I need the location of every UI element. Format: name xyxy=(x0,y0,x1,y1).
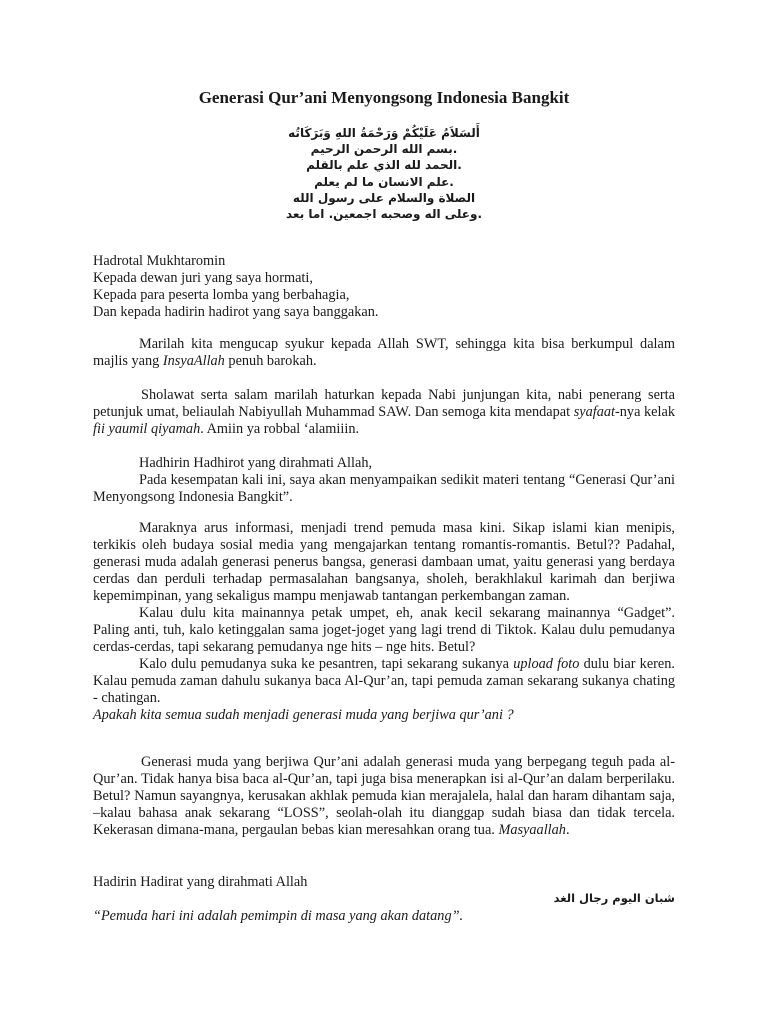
italic-term: InsyaAllah xyxy=(162,353,225,369)
arabic-line: .بسم الله الرحمن الرحيم xyxy=(310,142,458,157)
arabic-line: الصلاة والسلام على رسول الله xyxy=(292,190,476,205)
paragraph-dulu-1: Kalau dulu kita mainannya petak umpet, eh, anak kecil sekarang mainannya “Gadget”. Paling anti, tuh, kalo ketinggalan sama joget-joget yang lagi trend di Tiktok. Kalau dulu pemudanya cerdas-cerdas, tapi sekarang pemudanya nge hits – nge hits. Betul? xyxy=(93,605,675,655)
arabic-line: .الحمد لله الذي علم بالقلم xyxy=(306,158,462,173)
paragraph-text: -nya kelak xyxy=(615,404,675,420)
greeting-line: Dan kepada hadirin hadirot yang saya banggakan. xyxy=(93,304,379,320)
italic-term: upload foto xyxy=(513,656,580,672)
arabic-quote: شبان اليوم رجال الغد xyxy=(553,891,675,905)
italic-term: fii yaumil qiyamah xyxy=(93,421,201,437)
paragraph-generasi xyxy=(93,754,675,839)
italic-term: Masyaallah xyxy=(498,822,566,838)
paragraph-text: penuh barokah. xyxy=(224,353,317,369)
quote-block xyxy=(93,908,675,925)
greeting-line: Hadrotal Mukhtaromin xyxy=(93,253,226,269)
paragraph-text: Generasi muda yang berjiwa Qur’ani adalah generasi muda yang berpegang teguh pada al-Qur’an. Tidak hanya bisa baca al-Qur’an, tapi juga bisa menerapkan isi al-Qur’an dalam berperilaku. Betul? Namun sayangnya, kerusakan akhlak pemuda kian merajalela, halal dan haram dihantam saja, –kalau bahasa anak sekarang “LOSS”, seolah-olah itu dianggap sudah biasa dan tidak tercela. Kekerasan dimana-mana, pergaulan bebas kian meresahkan orang tua. xyxy=(93,754,675,838)
paragraph-arus: Maraknya arus informasi, menjadi trend pemuda masa kini. Sikap islami kian menipis, terkikis oleh budaya sosial media yang mengajarkan tentang romantis-romantis. Betul?? Padahal, generasi muda adalah generasi penerus bangsa, generasi dambaan umat, yaitu generasi yang berdaya cerdas dan perduli terhadap permasalahan bangsanya, sholeh, berakhlakul karimah dan berjiwa kepemimpinan, yang sekaligus mampu menjawab tantangan perkembangan zaman. xyxy=(93,520,675,604)
section-heading: Hadhirin Hadhirot yang dirahmati Allah, xyxy=(139,455,373,471)
arabic-opening xyxy=(0,125,768,222)
arabic-line: أَلسَلاَمُ عَلَيْكُمْ وَرَحْمَةُ اللهِ وَبَرَكَاتُه xyxy=(288,126,480,140)
greeting-line: Kepada para peserta lomba yang berbahagia, xyxy=(93,287,350,303)
greeting-line: Kepada dewan juri yang saya hormati, xyxy=(93,270,313,286)
paragraph-text: . xyxy=(565,822,570,838)
closing-heading xyxy=(93,874,675,891)
arabic-line: .وعلى اله وصحبه اجمعين. اما بعد xyxy=(285,207,482,222)
paragraph-text: Sholawat serta salam marilah haturkan kepada Nabi junjungan kita, nabi penerang serta petunjuk umat, beliaulah Nabiyullah Muhammad SAW. Dan semoga kita mendapat xyxy=(93,387,675,420)
section-heading: Hadirin Hadirat yang dirahmati Allah xyxy=(93,874,308,890)
quote-text: “Pemuda hari ini adalah pemimpin di masa yang akan datang”. xyxy=(93,908,464,924)
paragraph-text: Kalo dulu pemudanya suka ke pesantren, tapi sekarang sukanya xyxy=(139,656,514,672)
paragraph-text: dulu biar keren. Kalau pemuda zaman dahulu sukanya baca Al-Qur’an, tapi pemuda zaman sekarang sukanya chating - chatingan. xyxy=(93,656,675,706)
rhetorical-question: Apakah kita semua sudah menjadi generasi muda yang berjiwa qur’ani ? xyxy=(93,707,514,723)
paragraph-sholawat xyxy=(93,387,675,438)
paragraph-syukur xyxy=(93,336,675,370)
paragraph-text: . Amiin ya robbal ‘alamiiin. xyxy=(200,421,360,437)
italic-term: syafaat xyxy=(573,404,616,420)
greetings-block xyxy=(93,253,675,321)
document-title: Generasi Qur’ani Menyongsong Indonesia Bangkit xyxy=(198,88,570,107)
paragraph-materi xyxy=(93,455,675,506)
paragraph-text: Marilah kita mengucap syukur kepada Allah SWT, sehingga kita bisa berkumpul dalam majlis yang xyxy=(93,336,675,369)
paragraph-body xyxy=(93,520,675,724)
paragraph-text: Pada kesempatan kali ini, saya akan menyampaikan sedikit materi tentang “Generasi Qur’ani Menyongsong Indonesia Bangkit”. xyxy=(93,472,675,505)
arabic-line: .علم الانسان ما لم يعلم xyxy=(314,174,454,189)
